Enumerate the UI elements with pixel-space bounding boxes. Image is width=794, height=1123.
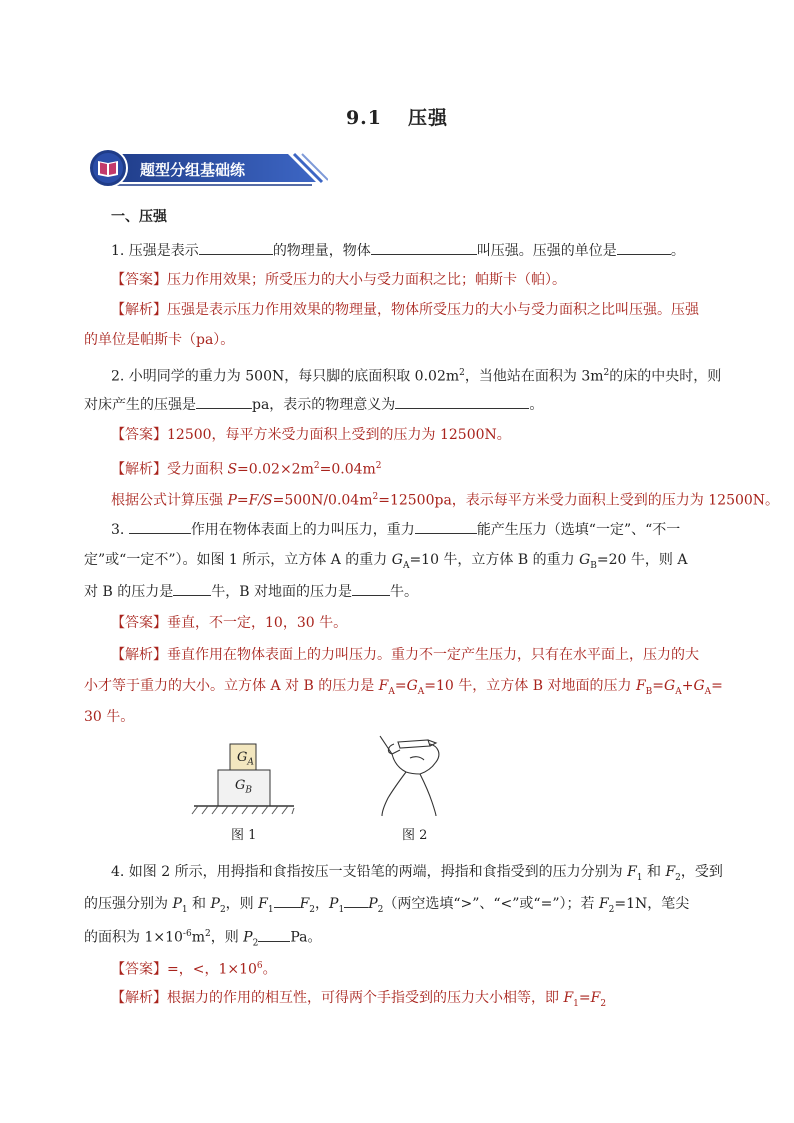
title-text: 压强 (408, 107, 449, 129)
question-3-cont2: 对 B 的压力是 牛，B 对地面的压力是 牛。 (84, 581, 418, 602)
q1-answer: 【答案】压力作用效果；所受压力的大小与受力面积之比；帕斯卡（帕）。 (111, 272, 566, 288)
fig1-label-b: $G_B$ (235, 778, 253, 796)
blank (344, 893, 368, 908)
fig1-caption: 图 1 (231, 828, 257, 843)
blank (415, 519, 477, 534)
q1-analysis: 【解析】压强是表示压力作用效果的物理量，物体所受压力的大小与受力面积之比叫压强。压强 (111, 302, 699, 318)
banner-text: 题型分组基础练 (140, 161, 246, 179)
q1-analysis-cont: 的单位是帕斯卡（pa）。 (84, 332, 235, 348)
q3-analysis: 【解析】垂直作用在物体表面上的力叫压力。重力不一定产生压力，只有在水平面上，压力的大 (111, 647, 699, 663)
blank (173, 581, 211, 596)
fig2-caption: 图 2 (402, 828, 428, 843)
q2-analysis: 【解析】受力面积 $S=0.02\times 2m^2=0.04m^2$ (111, 461, 382, 478)
figure-2 (370, 728, 460, 818)
blank (371, 240, 477, 255)
blank (274, 893, 300, 908)
page-title (0, 103, 794, 130)
blank (617, 240, 671, 255)
question-3: 3. 作用在物体表面上的力叫压力，重力 能产生压力（选填“一定”、“不一 (111, 519, 680, 540)
question-4: 4. 如图 2 所示，用拇指和食指按压一支铅笔的两端，拇指和食指受到的压力分别为 $F_1$ 和 $F_2$，受到 (111, 864, 723, 883)
q4-analysis: 【解析】根据力的作用的相互性，可得两个手指受到的压力大小相等，即 $F_1=F_2$ (111, 990, 607, 1009)
section-heading: 一、压强 (111, 209, 167, 225)
question-2-cont: 对床产生的压强是 pa，表示的物理意义为 。 (84, 394, 543, 415)
question-4-cont: 的压强分别为 $P_1$ 和 $P_2$，则 $F_1$ $F_2$，$P_1$ $P_2$（两空选填“>”、“<”或“=”）；若 $F_2=1N$，笔尖 (84, 893, 689, 920)
q4-answer: 【答案】=，<，$1\times 10^6$。 (111, 961, 277, 978)
question-1: 1. 压强是表示 的物理量，物体 叫压强。压强的单位是 。 (111, 240, 685, 261)
blank (258, 927, 290, 942)
book-icon (98, 161, 118, 177)
q2-answer: 【答案】12500，每平方米受力面积上受到的压力为 12500N。 (111, 427, 511, 443)
question-3-cont: 定”或“一定不”）。如图 1 所示，立方体 A 的重力 $G_A=10$ 牛，立方体 B 的重力 $G_B=20$ 牛，则 A (84, 552, 688, 571)
blank (395, 394, 529, 409)
q3-answer: 【答案】垂直，不一定，10，30 牛。 (111, 615, 348, 631)
fig1-label-a: $G_A$ (237, 750, 254, 768)
q2-analysis-cont: 根据公式计算压强 $P=F/S=500N/0.04m^2=12500pa$，表示每平方米受力面积上受到的压力为 12500N。 (111, 492, 780, 509)
blank (352, 581, 390, 596)
question-4-cont2: 的面积为 $1\times 10^{-6}m^2$，则 $P_2$ Pa。 (84, 924, 321, 953)
q3-analysis-cont: 小才等于重力的大小。立方体 A 对 B 的压力是 $F_A=G_A=10$ 牛，立方体 B 对地面的压力 $F_B=G_A+G_A=$ (84, 678, 723, 697)
blank (196, 394, 252, 409)
blank (199, 240, 273, 255)
question-2: 2. 小明同学的重力为 500N，每只脚的底面积取 $0.02m^2$，当他站在面积为 $3m^2$的床的中央时，则 (111, 368, 722, 385)
blank (129, 519, 191, 534)
title-number: 9.1 (345, 107, 383, 129)
q3-analysis-cont2: 30 牛。 (84, 709, 135, 725)
